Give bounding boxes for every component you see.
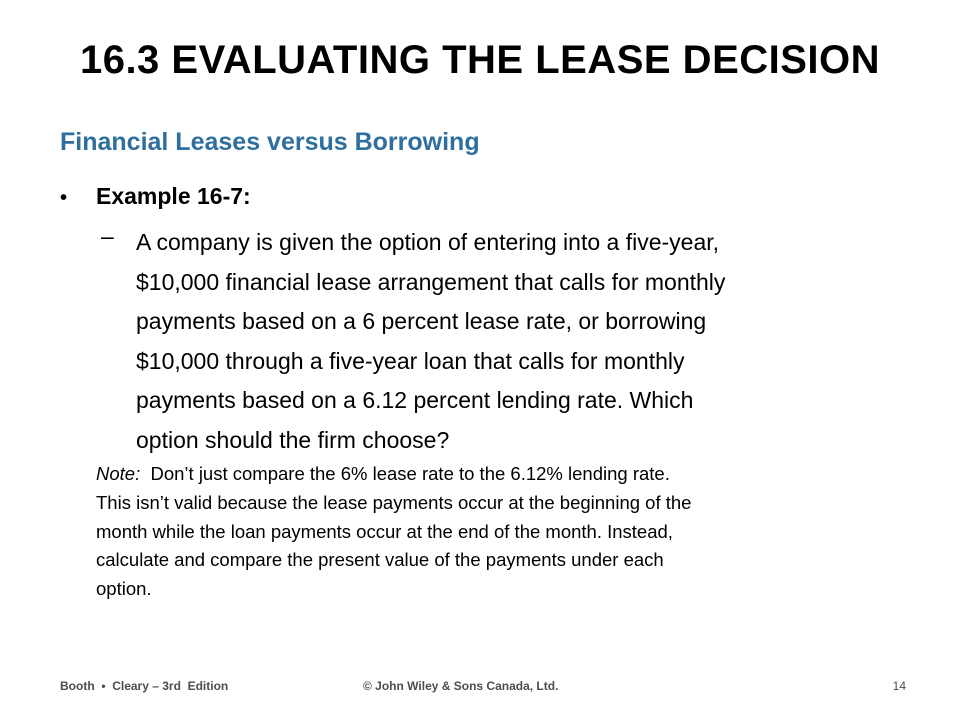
section-subtitle: Financial Leases versus Borrowing — [60, 128, 480, 156]
bullet-label: Example 16-7: — [96, 183, 251, 209]
page-number: 14 — [892, 679, 906, 693]
dash-icon: – — [101, 223, 114, 249]
bullet-icon: • — [60, 187, 68, 209]
body-line: payments based on a 6.12 percent lending rate. Which — [136, 387, 694, 414]
note-line: This isn’t valid because the lease payments occur at the beginning of the — [96, 491, 692, 513]
note-block — [96, 460, 916, 604]
example-body — [136, 223, 926, 461]
note-line: calculate and compare the present value of the payments under each — [96, 549, 664, 571]
note-line: month while the loan payments occur at the end of the month. Instead, — [96, 520, 673, 542]
note-line: option. — [96, 578, 152, 600]
body-line: option should the firm choose? — [136, 426, 450, 453]
body-line: payments based on a 6 percent lease rate, or borrowing — [136, 308, 707, 335]
footer-authors: Booth • Cleary – 3rd Edition — [60, 679, 229, 693]
slide-title: 16.3 EVALUATING THE LEASE DECISION — [79, 38, 881, 82]
body-line: $10,000 through a five-year loan that calls for monthly — [136, 347, 685, 374]
note-label: Note: — [96, 463, 141, 484]
note-text: Don’t just compare the 6% lease rate to the 6.12% lending rate. — [140, 463, 670, 484]
body-line: A company is given the option of entering into a five-year, — [136, 229, 720, 255]
note-line — [96, 460, 916, 489]
bullet-item — [60, 183, 251, 210]
footer-copyright: © John Wiley & Sons Canada, Ltd. — [363, 679, 559, 693]
body-line: $10,000 financial lease arrangement that calls for monthly — [136, 268, 726, 295]
